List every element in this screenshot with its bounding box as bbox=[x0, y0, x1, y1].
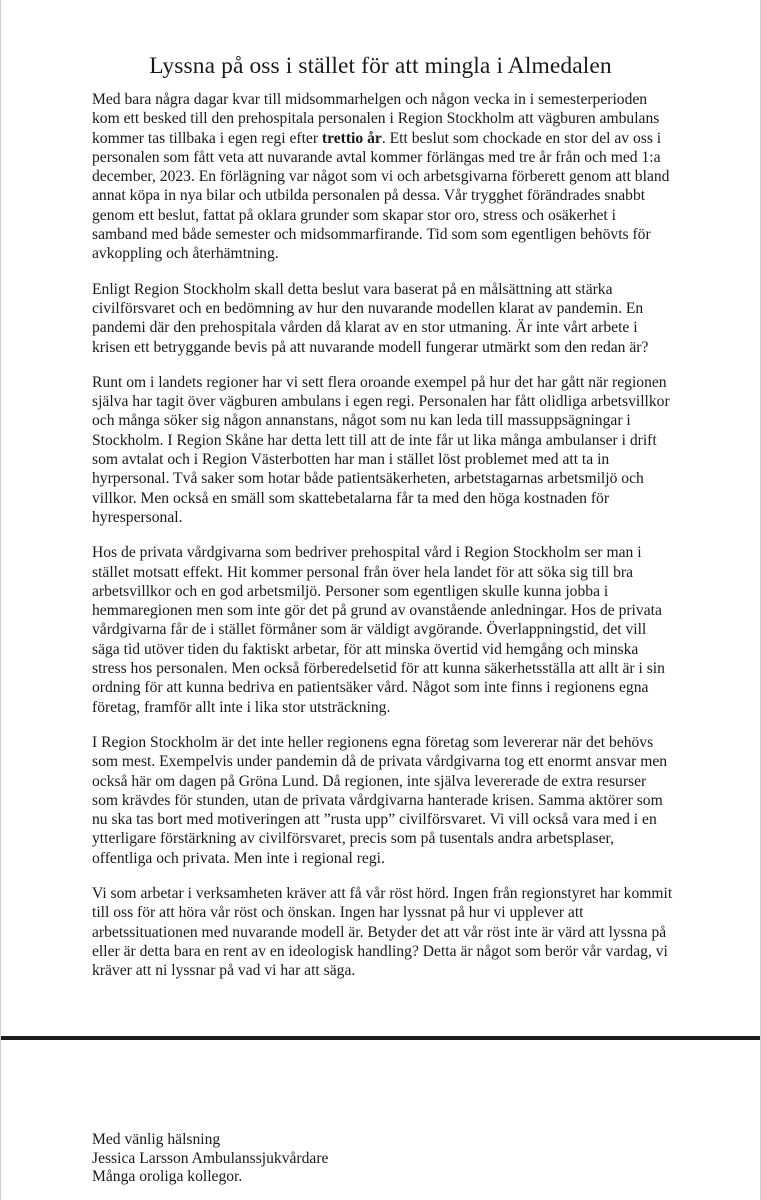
signature-colleagues: Många oroliga kollegor. bbox=[92, 1168, 243, 1185]
paragraph-1-start: Med bara några dagar kvar till midsommarhelgen och någon vecka in i semesterperioden kom ett besked till den prehospitala personalen i Region Stockholm att vägburen ambulans kommer tas tillbaka i egen regi efter bbox=[92, 91, 660, 147]
paragraph-2: Enligt Region Stockholm skall detta beslut vara baserat på en målsättning att stärka civilförsvaret och en bedömning av hur den nuvarande modellen klarat av pandemin. En pandemi där den prehospitala vården då klarat av en stor utmaning. Är inte vårt arbete i krisen ett betryggande bevis på att nuvarande modell fungerar utmärkt som den redan är? bbox=[92, 280, 649, 356]
paragraph-3: Runt om i landets regioner har vi sett flera oroande exempel på hur det har gått när regionen själva har tagit över vägburen ambulans i egen regi. Personalen har fått olidliga arbetsvillkor och många söker sig någon annanstans, något som nu kan leda till massuppsägningar i Stockholm. I Region Skåne har detta lett till att de inte får ut lika många ambulanser i drift som avtalat och i Region Västerbotten har man i stället löst problemet med att ta in hyrpersonal. Två saker som hotar både patientsäkerheten, arbetstagarnas arbetsmiljö och villkor. Men också en smäll som skattebetalarna får ta med den höga kostnaden för hyrespersonal. bbox=[92, 373, 670, 526]
signature-name: Jessica Larsson Ambulanssjukvårdare bbox=[92, 1149, 329, 1167]
paragraph-1-emphasis: trettio år bbox=[321, 129, 382, 147]
page-title: Lyssna på oss i stället för att mingla i Almedalen bbox=[149, 53, 612, 79]
paragraph-5: I Region Stockholm är det inte heller regionens egna företag som levererar när det behövs som mest. Exempelvis under pandemin då de privata vårdgivarna tog ett enormt ansvar men också här om dagen på Gröna Lund. Då regionen, inte själva levererade de extra resurser som krävdes för stunden, utan de privata vårdgivarna hanterade krisen. Samma aktörer som nu ska tas bort med motiveringen att ”rusta upp” civilförsvaret. Vi vill också vara med i en ytterligare förstärkning av civilförsvaret, precis som på tusentals andra arbetsplaser, offentliga och privata. Men inte i regional regi. bbox=[92, 733, 668, 867]
paragraph-4: Hos de privata vårdgivarna som bedriver prehospital vård i Region Stockholm ser man i stället motsatt effekt. Hit kommer personal från över hela landet för att söka sig till bra arbetsvillkor och en god arbetsmiljö. Personer som egentligen skulle kunna jobba i hemmaregionen men som inte gör det på grund av ovanstående anledningar. Hos de privata vårdgivarna får de i stället förmåner som är väldigt avgörande. Överlappningstid, det vill säga tid utöver tiden du faktiskt arbetar, för att minska övertid vid hemgång och minska stress hos personalen. Men också förberedelsetid för att kunna säkerhetsställa att allt är i sin ordning för att kunna bedriva en patientsäker vård. Något som inte finns i regionens egna företag, framför allt inte i lika stor utsträckning. bbox=[92, 544, 665, 716]
paragraph-1 bbox=[92, 90, 674, 264]
paragraph-1-end: . Ett beslut som chockade en stor del av oss i personalen som fått veta att nuvarande avtal kommer förlängas med tre år från och med 1:a december, 2023. En förlägning var något som vi och arbetsgivarna förberett genom att bland annat köpa in nya bilar och utbilda personalen på dessa. Vår trygghet förändrades snabbt genom ett beslut, fattat på oklara grunder som skapar stor oro, stress och osäkerhet i samband med både semester och midsommarfirande. Tid som som egentligen behövts för avkoppling och återhämtning. bbox=[92, 129, 670, 263]
article-body bbox=[92, 90, 674, 996]
paragraph-6: Vi som arbetar i verksamheten kräver att få vår röst hörd. Ingen från regionstyret har kommit till oss för att höra vår röst och önskan. Ingen har lyssnat på hur vi upplever att arbetssituationen med nuvarande modell är. Betyder det att vår röst inte är värd att lyssna på eller är detta bara en rent av en ideologisk handling? Detta är något som berör vår vardag, vi kräver att ni lyssnar på vad vi har att säga. bbox=[92, 884, 673, 980]
signature-greeting: Med vänlig hälsning bbox=[92, 1131, 221, 1148]
divider bbox=[1, 1036, 760, 1040]
signature-block bbox=[92, 1131, 328, 1187]
